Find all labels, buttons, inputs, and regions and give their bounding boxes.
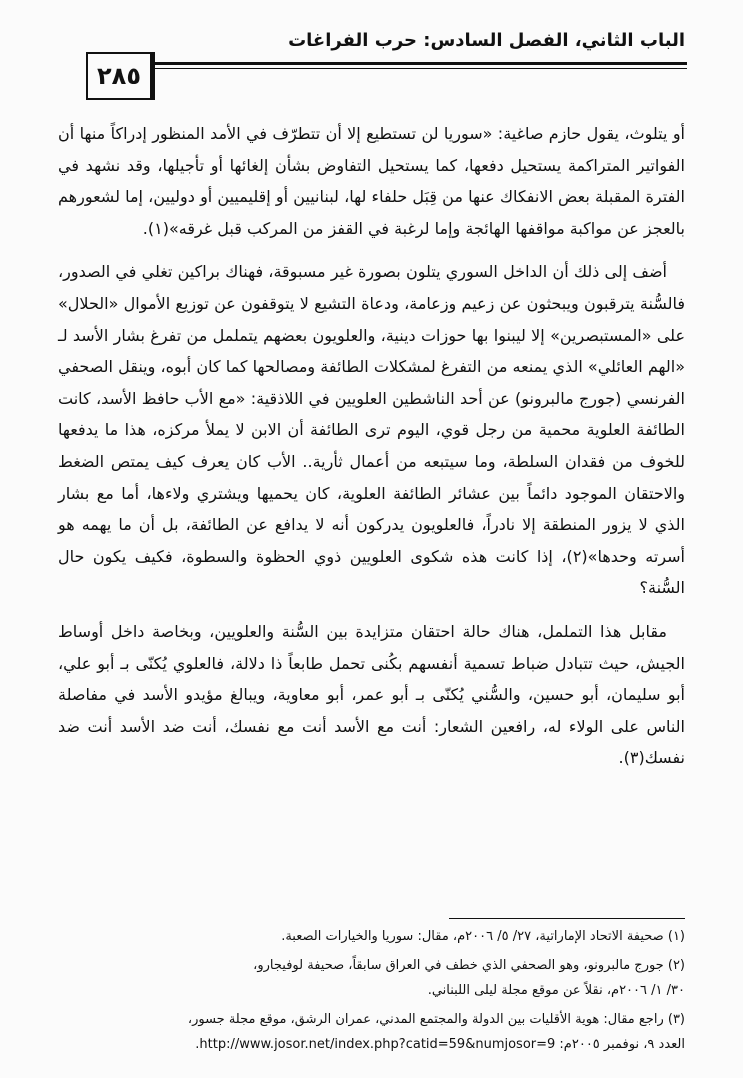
footnote-3 [58,1007,685,1057]
header-rule [150,62,687,69]
paragraph-2: أضف إلى ذلك أن الداخل السوري يتلون بصورة غير مسبوقة، فهناك براكين تغلي في الصدور، فالسُّنة يترقبون ويبحثون عن زعيم وزعامة، ودعاة التشيع لا يتوقفون عن توزيع الأموال «الحلال» على «المستبصرين» إلا ليبنوا بها حوزات دينية، والعلويون بعضهم يتململ من تفرغ بشار الأسد لـ «الهم العائلي» الذي يمنعه من التفرغ لمشكلات الطائفة ومصالحها كما كان أبوه، وينقل الصحفي الفرنسي (جورج مالبرونو) عن أحد الناشطين العلويين في اللاذقية: «مع الأب حافظ الأسد، كانت الطائفة العلوية محمية من رجل قوي، اليوم ترى الطائفة أن الابن لا يملأ مركزه، هذا ما يدفعها للخوف من فقدان السلطة، وما سيتبعه من أعمال ثأرية.. الأب كان يعرف كيف يمتص الضغط والاحتقان الموجود دائماً بين عشائر الطائفة العلوية، كان يحميها ويشتري ولاءها، أما مع بشار الذي لا يزور المنطقة إلا نادراً، فالعلويون يدركون أنه لا يدافع عن الطائفة، بل أن ما يهمه هو أسرته وحدها»(٢)، إذا كانت هذه شكوى العلويين ذوي الحظوة والسطوة، فكيف يكون حال السُّنة؟ [58,262,686,598]
footnote-2 [58,953,685,1003]
footnote-1 [58,924,685,949]
footnote-line: (٣) راجع مقال: هوية الأقليات بين الدولة والمجتمع المدني، عمران الرشق، موقع مجلة جسور، [187,1012,685,1027]
paragraph-1: أو يتلوث، يقول حازم صاغية: «سوريا لن تستطيع إلا أن تتطرّف في الأمد المنظور إدراكاً منها أن الفواتير المتراكمة يستحيل دفعها، كما يستحيل التفاوض بشأن إلغائها أو تأجيلها، وقد نشهد في الفترة المقبلة بعض الانفكاك عنها من قِبَل حلفاء لها، لبنانيين أو إقليميين أو دوليين، إما لشعورهم بالعجز عن مواكبة مواقفها الهائجة وإما لرغبة في القفز من المركب قبل غرقه»(١). [58,124,685,238]
body-text [58,118,685,774]
footnote-rule [449,918,685,919]
footnote-line: (١) صحيفة الاتحاد الإماراتية، ٢٧/ ٥/ ٢٠٠٦م، مقال: سوريا والخيارات الصعبة. [281,929,685,944]
footnote-line: العدد ٩، نوفمبر ٢٠٠٥م: http://www.josor.net/index.php?catid=59&numjosor=9. [195,1037,685,1052]
page-number: ٢٨٥ [86,52,155,100]
footnote-line: (٢) جورج مالبرونو، وهو الصحفي الذي خطف في العراق سابقاً، صحيفة لوفيجارو، [253,958,685,973]
footnote-line: ٣٠/ ١/ ٢٠٠٦م، نقلاً عن موقع مجلة ليلى اللبناني. [427,983,685,998]
paragraph-3: مقابل هذا التململ، هناك حالة احتقان متزايدة بين السُّنة والعلويين، وبخاصة داخل أوساط الجيش، حيث تتبادل ضباط تسمية أنفسهم بكُنى تحمل طابعاً ذا دلالة، فالعلوي يُكنّى بـ أبو علي، أبو سليمان، أبو حسين، والسُّني يُكنّى بـ أبو عمر، أبو معاوية، ويبالغ مؤيدو الأسد في مفاصلة الناس على الولاء له، رافعين الشعار: أنت مع الأسد أنت مع نفسك، أنت ضد الأسد أنت ضد نفسك(٣). [58,621,685,768]
footnotes [58,924,685,1061]
running-header: الباب الثاني، الفصل السادس: حرب الفراغات [288,30,685,51]
